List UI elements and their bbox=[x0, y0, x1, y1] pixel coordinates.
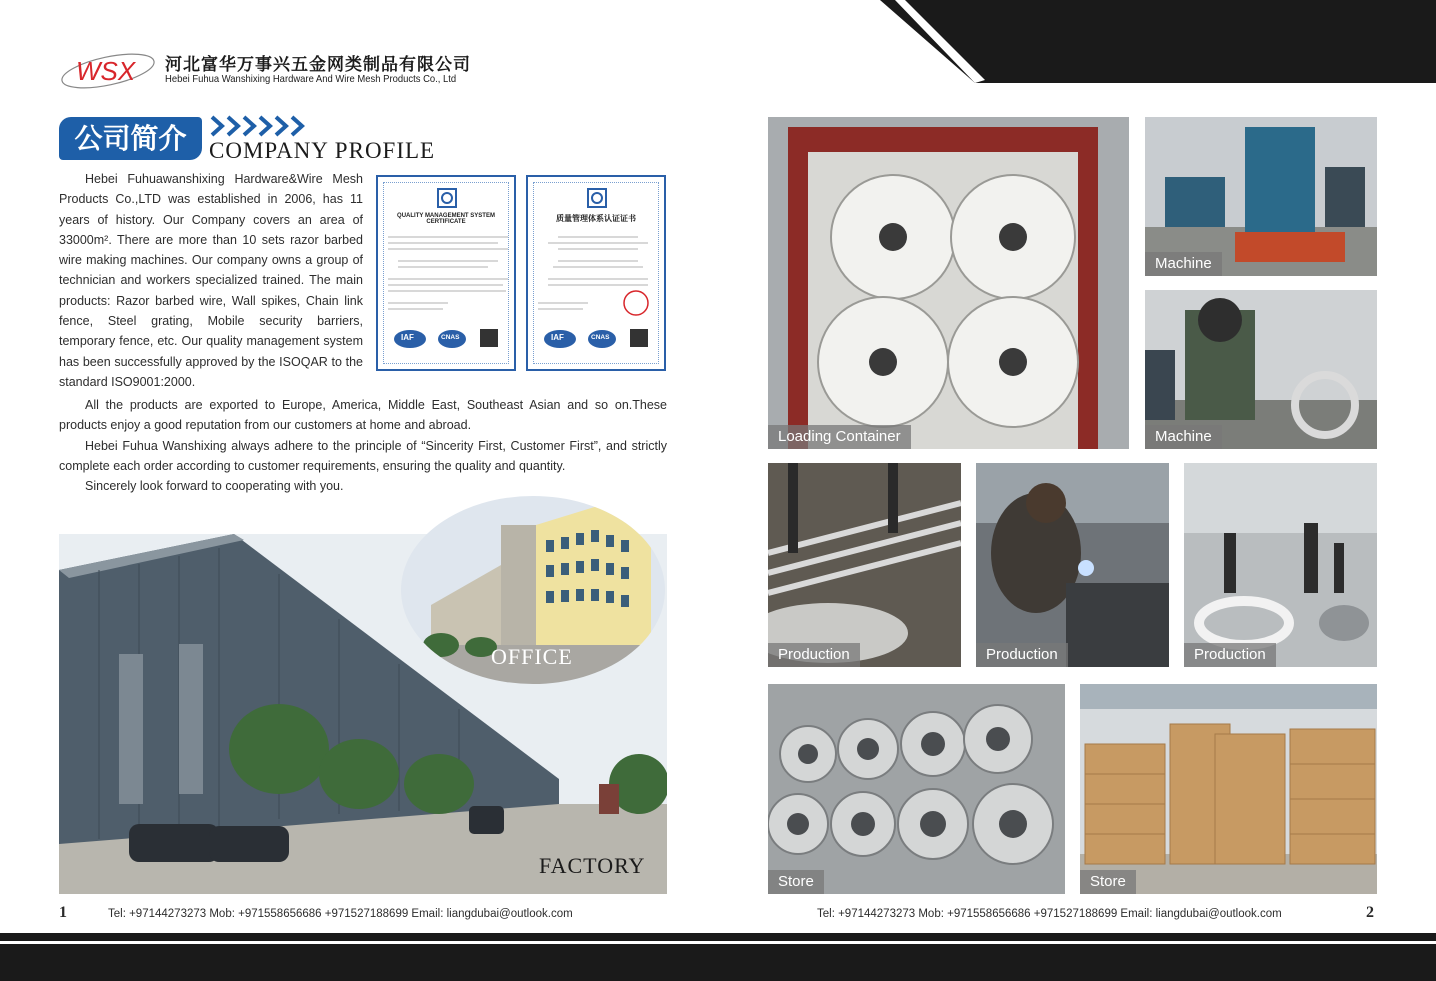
photo-machine-1 bbox=[1145, 117, 1377, 276]
photo-label: Production bbox=[1184, 643, 1276, 667]
certificate-en bbox=[376, 175, 516, 371]
profile-title: COMPANY PROFILE bbox=[209, 138, 436, 163]
company-name-en: Hebei Fuhua Wanshixing Hardware And Wire Mesh Products Co., Ltd bbox=[165, 73, 457, 85]
company-name-cn: 河北富华万事兴五金网类制品有限公司 bbox=[165, 55, 471, 75]
photo-store-2 bbox=[1080, 684, 1377, 894]
bottom-divider bbox=[0, 933, 1436, 941]
logo-text: WSX bbox=[76, 56, 136, 86]
cert-badge-cnas: CNAS bbox=[591, 334, 610, 341]
bottom-band bbox=[0, 944, 1436, 981]
cert-badge-iaf: IAF bbox=[551, 333, 564, 342]
production-image bbox=[768, 463, 961, 667]
photo-label: Loading Container bbox=[768, 425, 911, 449]
profile-badge: 公司简介 bbox=[59, 117, 202, 160]
contact-info-right: Tel: +97144273273 Mob: +971558656686 +971527188699 Email: liangdubai@outlook.com bbox=[817, 908, 1282, 920]
photo-machine-2 bbox=[1145, 290, 1377, 449]
store-image bbox=[768, 684, 1065, 894]
production-image bbox=[1184, 463, 1377, 667]
photo-label: Store bbox=[768, 870, 824, 894]
chevrons-icon bbox=[210, 115, 310, 137]
profile-paragraph-1: Hebei Fuhuawanshixing Hardware&Wire Mesh Products Co.,LTD was established in 2006, has 11 years of history. Our Company covers an area of 33000m². There are more than 10 sets razor barbed wire making machines. Our company owns a group of technician and workers specialized trained. The main products: Razor barbed wire, Wall spikes, Chain link fence, Steel grating, Mobile security barriers, temporary fence, etc. Our quality management system has been successfully approved by the ISOQAR to the standard ISO9001:2000. bbox=[59, 172, 363, 389]
photo-label: Production bbox=[976, 643, 1068, 667]
photo-label: Machine bbox=[1145, 425, 1222, 449]
photo-store-1 bbox=[768, 684, 1065, 894]
photo-production-2 bbox=[976, 463, 1169, 667]
profile-paragraph-3: Hebei Fuhua Wanshixing always adhere to the principle of “Sincerity First, Customer First”, and strictly complete each order according to customer requirements, ensuring the quality and quantity. bbox=[59, 438, 667, 473]
cert-emblem-icon bbox=[586, 187, 608, 209]
store-image bbox=[1080, 684, 1377, 894]
photo-label: Machine bbox=[1145, 252, 1222, 276]
page-number-right: 2 bbox=[1366, 904, 1374, 921]
profile-paragraph-2: All the products are exported to Europe, America, Middle East, Southeast Asian and so on.These products enjoy a good reputation from our customers at home and abroad. bbox=[59, 398, 667, 433]
factory-label: FACTORY bbox=[539, 853, 646, 878]
cert-badge-cnas: CNAS bbox=[441, 334, 460, 341]
contact-info-left: Tel: +97144273273 Mob: +971558656686 +971527188699 Email: liangdubai@outlook.com bbox=[108, 908, 573, 920]
cert-title: QUALITY MANAGEMENT SYSTEM CERTIFICATE bbox=[397, 213, 495, 225]
cert-title: 质量管理体系认证证书 bbox=[556, 214, 636, 223]
cert-emblem-icon bbox=[436, 187, 458, 209]
cert-badge-iaf: IAF bbox=[401, 333, 414, 342]
page-number-left: 1 bbox=[59, 904, 67, 921]
company-logo bbox=[58, 50, 158, 92]
profile-paragraph-4: Sincerely look forward to cooperating with you. bbox=[85, 479, 344, 494]
loading-container-image bbox=[768, 117, 1129, 449]
photo-label: Production bbox=[768, 643, 860, 667]
cert-text-lines bbox=[388, 231, 508, 321]
photo-production-1 bbox=[768, 463, 961, 667]
photo-loading-container bbox=[768, 117, 1129, 449]
photo-label: Store bbox=[1080, 870, 1136, 894]
office-label: OFFICE bbox=[491, 644, 573, 669]
cert-text-lines bbox=[538, 231, 658, 321]
photo-production-3 bbox=[1184, 463, 1377, 667]
production-image bbox=[976, 463, 1169, 667]
certificate-cn bbox=[526, 175, 666, 371]
